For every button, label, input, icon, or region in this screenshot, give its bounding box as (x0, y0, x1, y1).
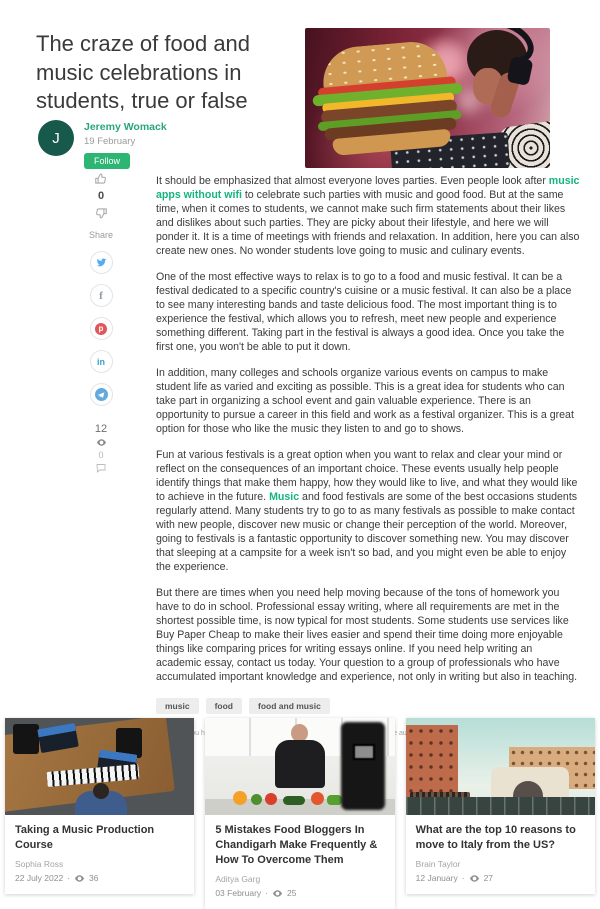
related-date: 22 July 2022 (15, 873, 64, 884)
paragraph-text: and food festivals are some of the best occasions students regularly attend. Many students try to go to as many festivals as possible to make contact with new people, discover new music or change their perception of the world. Moreover, going to festivals is a fantastic opportunity to discover something new. You may discover that sleeping at a campsite for a week isn't so bad, and you might even be able to enjoy the experience. (156, 491, 578, 573)
paragraph-text: Fun at various festivals is a great option when you want to relax and clear your mind or reflect on the consequences of an important choice. These events usually help people identify things that make them happy, how they would like to live, and what they would like to achieve in the future. (156, 449, 578, 503)
avatar-initial: J (52, 129, 60, 147)
related-views: 27 (483, 873, 494, 884)
paragraph-text: It should be emphasized that almost everyone loves parties. Even people look after (156, 175, 549, 187)
share-rail (84, 172, 118, 474)
person-head-graphic (93, 783, 109, 799)
eye-icon (469, 873, 480, 884)
paragraph-text: One of the most effective ways to relax is to go to a food and music festival. It can be a festival dedicated to a specific country's cuisine or a music festival. It can also be a place to see many interesting bands and taste delicious food. The most important thing is to experience the festival, which allows you to refresh, meet new people and experience something different. Taking part in the festival is always a good idea. Once you take the first one, you won't be able to put it down. (156, 271, 572, 353)
thumbs-down-icon[interactable] (94, 206, 108, 220)
avatar[interactable] (38, 120, 74, 156)
page-title: The craze of food and music celebrations in students, true or false (36, 31, 251, 114)
share-pinterest-button[interactable] (90, 317, 113, 340)
views-count: 12 (94, 423, 108, 435)
pinterest-icon: p (95, 323, 107, 335)
inline-link[interactable]: music apps without wifi (156, 175, 580, 201)
related-author: Sophia Ross (15, 858, 64, 869)
vegetable-graphic (283, 796, 305, 805)
linkedin-icon: in (97, 356, 105, 367)
share-telegram-button[interactable] (90, 383, 113, 406)
related-meta (215, 888, 384, 899)
article-paragraph (156, 448, 580, 574)
article-paragraph (156, 270, 580, 354)
headphone-cup (507, 56, 534, 86)
related-title[interactable]: 5 Mistakes Food Bloggers In Chandigarh Make Frequently & How To Overcome Them (215, 824, 378, 866)
related-views: 36 (89, 873, 99, 884)
author-block (38, 120, 167, 169)
thumbs-up-icon[interactable] (94, 172, 108, 186)
inline-link[interactable]: Music (269, 491, 300, 503)
related-author: Aditya Garg (215, 873, 261, 884)
comment-icon[interactable] (95, 462, 107, 474)
tag-food[interactable]: food (206, 698, 242, 714)
article-body (156, 174, 580, 737)
speaker-graphic (13, 724, 39, 754)
eye-icon (74, 873, 85, 884)
view-stats (95, 423, 107, 474)
author-name[interactable]: Jeremy Womack (84, 121, 167, 133)
follow-button[interactable]: Follow (84, 153, 130, 169)
paragraph-text: In addition, many colleges and schools organize various events on campus to make student life as varied and exciting as possible. This is a great idea for students who can take part in organizing a school event and gain valuable experience. There is an opportunity to pursue a career in this field and work as a festival organizer. This is a great option for those who like the music they listen to and go to shows. (156, 367, 574, 435)
paragraphs-container (156, 174, 580, 684)
tags-row (156, 698, 580, 714)
related-views: 25 (287, 888, 297, 899)
related-card-3[interactable] (406, 718, 595, 894)
related-image-venice (406, 718, 595, 815)
camera-graphic (341, 722, 385, 810)
share-facebook-button[interactable] (90, 284, 113, 307)
related-title[interactable]: Taking a Music Production Course (15, 824, 155, 851)
facebook-icon: f (99, 289, 103, 302)
share-linkedin-button[interactable] (90, 350, 113, 373)
canal-graphic (406, 797, 595, 815)
meta-separator: · (461, 873, 465, 884)
meta-separator: · (67, 873, 71, 884)
twitter-icon (96, 257, 107, 268)
related-author: Brain Taylor (415, 858, 461, 869)
related-date: 03 February (215, 888, 262, 899)
article-paragraph (156, 586, 580, 684)
related-title[interactable]: What are the top 10 reasons to move to Italy from the US? (415, 824, 576, 851)
article-paragraph (156, 174, 580, 258)
eye-icon (96, 437, 107, 448)
related-articles (5, 718, 595, 909)
related-meta (15, 873, 184, 884)
comments-count: 0 (98, 450, 104, 460)
telegram-icon (95, 388, 108, 401)
share-twitter-button[interactable] (90, 251, 113, 274)
paragraph-text: to celebrate such parties with music and good food. But at the same time, when it comes to students, we cannot make such firm statements about their likes and dislikes about such parties. They are picky about their lifestyle, and here we will ponder it. It is a time of meetings with friends and relaxation. In addition, here you can also create new ones. No wonder students love going to music and culinary events. (156, 189, 580, 257)
camera-screen-graphic (353, 744, 375, 760)
tag-music[interactable]: music (156, 698, 199, 714)
related-meta (416, 873, 585, 884)
share-label: Share (88, 230, 114, 240)
publish-date: 19 February (84, 136, 136, 147)
tag-food-and-music[interactable]: food and music (249, 698, 330, 714)
related-date: 12 January (415, 873, 458, 884)
building-graphic (406, 725, 458, 797)
person-graphic (275, 740, 325, 788)
eye-icon (272, 888, 283, 899)
like-count: 0 (97, 190, 105, 202)
related-card-1[interactable] (5, 718, 194, 894)
paragraph-text: But there are times when you need help moving because of the tons of homework you have to do in school. Professional essay writing, where all requirements are met in the shortest possible time, is now typical for most students. Some students use services like Buy Paper Cheap to make their lives easier and spend their time doing more enjoyable things like comparing prices for writing essays online. If you need help writing an academic essay, contact us today. Your question to a group of professionals who have accumulated important knowledge and experience, not only in writing but also in teaching. (156, 587, 578, 683)
related-image-kitchen (205, 718, 394, 815)
burger-graphic (308, 38, 469, 163)
meta-separator: · (265, 888, 269, 899)
related-image-music-desk (5, 718, 194, 815)
related-card-2[interactable] (205, 718, 394, 909)
article-paragraph (156, 366, 580, 436)
hero-image (305, 28, 550, 168)
